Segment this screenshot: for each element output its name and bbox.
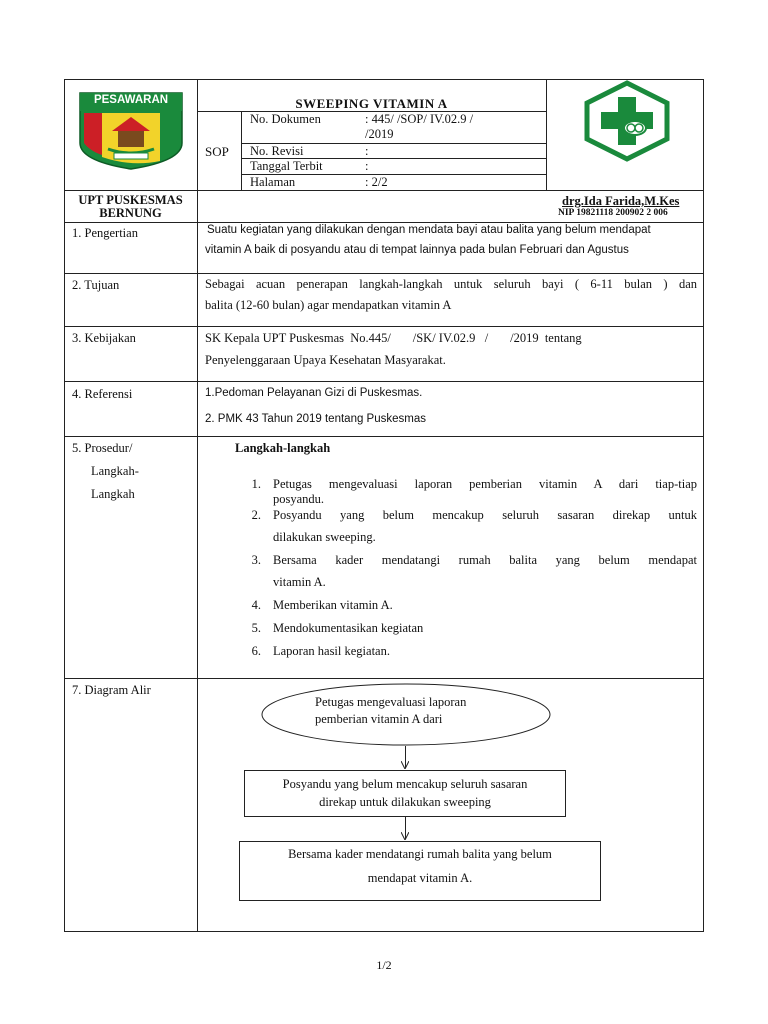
org-row-divider [64, 222, 704, 223]
pengertian-line2: vitamin A baik di posyandu atau di tempat lainnya pada bulan Februari dan Agustus [205, 244, 629, 256]
org-name-line1: UPT PUSKESMAS [78, 193, 183, 207]
section-label-referensi: 4. Referensi [72, 387, 133, 401]
flow-node-start-line2: pemberian vitamin A dari [315, 712, 443, 726]
org-name-line2: BERNUNG [99, 206, 162, 220]
puskesmas-cross-icon [583, 80, 671, 162]
step-number-3: 3. [251, 553, 261, 567]
meta-value-tanggal-terbit: : [365, 159, 369, 173]
section-label-diagram: 7. Diagram Alir [72, 683, 151, 697]
meta-label-no-revisi: No. Revisi [250, 144, 304, 158]
step-number-6: 6. [251, 644, 261, 658]
kebijakan-line2: Penyelenggaraan Upaya Kesehatan Masyarakat. [205, 353, 446, 367]
meta-label-tanggal-terbit: Tanggal Terbit [250, 159, 323, 173]
prosedur-heading: Langkah-langkah [235, 441, 331, 455]
flow-arrow-1-head [401, 761, 409, 769]
meta-label-halaman: Halaman [250, 175, 296, 189]
flow-arrow-2-head [401, 832, 409, 840]
section-label-tujuan: 2. Tujuan [72, 278, 120, 292]
tujuan-line1: Sebagai acuan penerapan langkah-langkah untuk seluruh bayi ( 6-11 bulan ) dan [205, 277, 697, 291]
step-text-1: Petugas mengevaluasi laporan pemberian vitamin A dari tiap-tiap [273, 477, 697, 491]
flow-node-2-line2: direkap untuk dilakukan sweeping [319, 795, 491, 809]
flow-node-start-line1: Petugas mengevaluasi laporan [315, 695, 467, 709]
step-text-2: Posyandu yang belum mencakup seluruh sasaran direkap untuk [273, 508, 697, 522]
flow-node-3-line1: Bersama kader mendatangi rumah balita yang belum [288, 847, 552, 861]
flow-node-2-line1: Posyandu yang belum mencakup seluruh sasaran [282, 777, 528, 791]
section-label-kebijakan: 3. Kebijakan [72, 331, 136, 345]
flow-node-start [261, 683, 551, 746]
step-number-1: 1. [251, 477, 261, 491]
section-divider-2 [64, 326, 704, 327]
column-divider-sop [241, 111, 242, 190]
step-number-2: 2. [251, 508, 261, 522]
page-number: 1/2 [376, 958, 392, 972]
step-number-4: 4. [251, 598, 261, 612]
section-label-prosedur-3: Langkah [91, 487, 135, 501]
step-number-5: 5. [251, 621, 261, 635]
referensi-line1: 1.Pedoman Pelayanan Gizi di Puskesmas. [205, 387, 423, 399]
flow-node-3-line2: mendapat vitamin A. [367, 871, 473, 885]
sop-label: SOP [205, 144, 229, 159]
signer-nip: NIP 19821118 200902 2 006 [558, 208, 668, 218]
step-text-3-line2: vitamin A. [273, 575, 326, 589]
step-text-4: Memberikan vitamin A. [273, 598, 393, 612]
step-text-5: Mendokumentasikan kegiatan [273, 621, 424, 635]
step-text-3: Bersama kader mendatangi rumah balita yang belum mendapat [273, 553, 697, 567]
column-divider-left [197, 79, 198, 932]
pengertian-line1: Suatu kegiatan yang dilakukan dengan mendata bayi atau balita yang belum mendapat [207, 224, 651, 236]
step-text-6: Laporan hasil kegiatan. [273, 644, 390, 658]
meta-value-halaman: : 2/2 [365, 175, 388, 189]
flow-node-3 [239, 841, 601, 901]
section-label-pengertian: 1. Pengertian [72, 226, 138, 240]
section-divider-1 [64, 273, 704, 274]
pesawaran-logo [78, 91, 184, 171]
flow-node-2 [244, 770, 566, 817]
meta-value-no-dokumen: : 445/ /SOP/ IV.02.9 / [365, 112, 474, 126]
signer-name: drg.Ida Farida,M.Kes [562, 194, 680, 208]
column-divider-right-header [546, 79, 547, 190]
puskesmas-logo [583, 80, 671, 162]
meta-label-no-dokumen: No. Dokumen [250, 112, 321, 126]
meta-value-no-revisi: : [365, 144, 369, 158]
referensi-line2: 2. PMK 43 Tahun 2019 tentang Puskesmas [205, 413, 426, 425]
tujuan-line2: balita (12-60 bulan) agar mendapatkan vitamin A [205, 298, 452, 312]
meta-value-no-dokumen-line2: /2019 [365, 127, 394, 141]
section-divider-5 [64, 678, 704, 679]
document-title: SWEEPING VITAMIN A [295, 96, 448, 111]
header-bottom-divider [64, 190, 704, 191]
step-text-1-line2: posyandu. [273, 492, 325, 506]
logo-text: PESAWARAN [93, 94, 169, 106]
step-text-2-line2: dilakukan sweeping. [273, 530, 376, 544]
section-divider-4 [64, 436, 704, 437]
section-label-prosedur-1: 5. Prosedur/ [72, 441, 133, 455]
section-label-prosedur-2: Langkah- [91, 464, 139, 478]
kebijakan-line1: SK Kepala UPT Puskesmas No.445/ /SK/ IV.02.9 / /2019 tentang [205, 331, 582, 345]
section-divider-3 [64, 381, 704, 382]
